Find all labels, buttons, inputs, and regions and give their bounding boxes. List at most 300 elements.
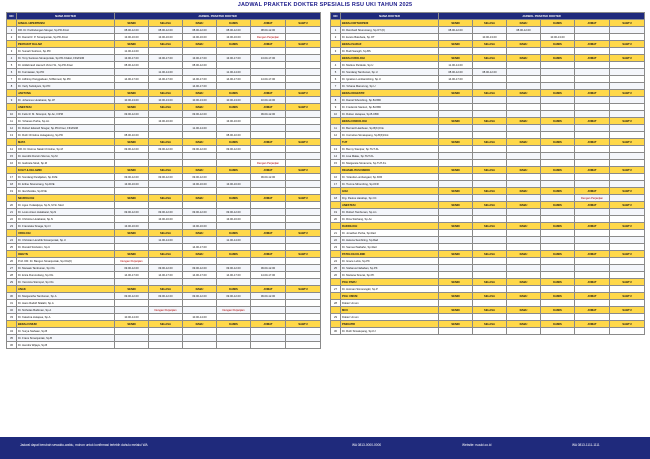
doctor-number: 25 bbox=[331, 265, 341, 272]
schedule-time bbox=[473, 48, 507, 55]
doctor-row bbox=[331, 69, 645, 76]
schedule-time bbox=[286, 48, 321, 55]
doctor-number: 24 bbox=[331, 258, 341, 265]
schedule-time: 14.00-17.00 bbox=[115, 272, 149, 279]
day-label: SABTU bbox=[286, 195, 321, 202]
doctor-name: Dr. Yolanda Lumbangaol, Sp.KFR bbox=[341, 174, 439, 181]
schedule-time bbox=[473, 216, 507, 223]
schedule-time bbox=[183, 279, 217, 286]
department-row bbox=[331, 188, 645, 195]
schedule-time bbox=[251, 48, 286, 55]
doctor-number: 8 bbox=[331, 97, 341, 104]
doctor-number: 26 bbox=[7, 258, 17, 265]
schedule-time bbox=[473, 230, 507, 237]
doctor-row bbox=[7, 314, 321, 321]
schedule-time: 09.00-12.00 bbox=[217, 209, 251, 216]
schedule-time bbox=[541, 132, 575, 139]
doctor-number: 17 bbox=[331, 181, 341, 188]
doctor-number: 21 bbox=[331, 230, 341, 237]
day-label: SENIN bbox=[115, 90, 149, 97]
schedule-time bbox=[575, 209, 610, 216]
day-label: SELASA bbox=[473, 188, 507, 195]
schedule-time bbox=[610, 244, 645, 251]
schedule-time bbox=[575, 69, 610, 76]
day-label: SABTU bbox=[286, 251, 321, 258]
schedule-time bbox=[507, 272, 541, 279]
schedule-time bbox=[610, 83, 645, 90]
schedule-time bbox=[439, 244, 473, 251]
doctor-row bbox=[331, 181, 645, 188]
doctor-name: Dr. Cornelius Simatupang, Sp.B(K)Onk bbox=[341, 132, 439, 139]
doctor-row bbox=[331, 230, 645, 237]
day-label: RABU bbox=[507, 55, 541, 62]
schedule-time bbox=[286, 279, 321, 286]
schedule-time: Dengan Perjanjian bbox=[575, 195, 610, 202]
department-name: ANESTESI bbox=[341, 202, 439, 209]
schedule-time bbox=[610, 97, 645, 104]
doctor-number: 15 bbox=[7, 153, 17, 160]
day-label: SELASA bbox=[149, 104, 183, 111]
department-name: BEDAH ONKOLOGI bbox=[341, 118, 439, 125]
day-label: SELASA bbox=[473, 321, 507, 328]
day-label: RABU bbox=[507, 279, 541, 286]
schedule-time bbox=[575, 111, 610, 118]
schedule-time bbox=[149, 111, 183, 118]
doctor-name: Dr. Sondang Tambunan, Sp.U bbox=[341, 69, 439, 76]
day-label: JUMAT bbox=[575, 251, 610, 258]
header-no: NO bbox=[331, 13, 341, 20]
department-spacer bbox=[7, 230, 17, 237]
department-name: REHABILITASI MEDIK bbox=[341, 167, 439, 174]
schedule-time bbox=[575, 83, 610, 90]
schedule-time bbox=[610, 328, 645, 335]
day-label: SENIN bbox=[439, 321, 473, 328]
doctor-number: 8 bbox=[7, 83, 17, 90]
day-label: SENIN bbox=[115, 41, 149, 48]
doctor-name: Dr. Christian Hendrik Simanjuntak, Sp.U bbox=[17, 237, 115, 244]
doctor-name: Dr. Markus Pardede, Sp.U bbox=[341, 62, 439, 69]
day-label: JUMAT bbox=[251, 195, 286, 202]
doctor-number: 36 bbox=[7, 342, 17, 349]
day-label: SABTU bbox=[610, 307, 645, 314]
day-label: SABTU bbox=[286, 167, 321, 174]
doctor-number: 19 bbox=[7, 188, 17, 195]
doctor-number: 29 bbox=[331, 314, 341, 321]
schedule-time bbox=[286, 146, 321, 153]
doctor-name: Dr. Erline Situmorang, Sp.DVE bbox=[17, 181, 115, 188]
schedule-time bbox=[507, 69, 541, 76]
schedule-time bbox=[183, 48, 217, 55]
department-row bbox=[7, 321, 321, 328]
day-label: KAMIS bbox=[217, 20, 251, 27]
schedule-time bbox=[439, 146, 473, 153]
day-label: SABTU bbox=[286, 90, 321, 97]
header-doctor-name: NAMA DOKTER bbox=[17, 13, 115, 20]
schedule-time bbox=[251, 279, 286, 286]
schedule-time bbox=[541, 314, 575, 321]
schedule-time bbox=[541, 83, 575, 90]
doctor-row bbox=[331, 27, 645, 34]
schedule-time: 08.00-12.00 bbox=[473, 69, 507, 76]
schedule-time bbox=[541, 237, 575, 244]
schedule-time bbox=[286, 76, 321, 83]
doctor-row bbox=[331, 160, 645, 167]
doctor-number: 25 bbox=[7, 244, 17, 251]
doctor-row bbox=[331, 111, 645, 118]
schedule-time bbox=[473, 244, 507, 251]
doctor-name: Dr. Gabriela Sirait, Sp.M bbox=[17, 160, 115, 167]
doctor-number: 21 bbox=[7, 209, 17, 216]
doctor-number: 2 bbox=[7, 34, 17, 41]
day-label: SELASA bbox=[473, 307, 507, 314]
schedule-time bbox=[286, 153, 321, 160]
doctor-number: 11 bbox=[331, 125, 341, 132]
day-label: JUMAT bbox=[575, 293, 610, 300]
schedule-time bbox=[610, 160, 645, 167]
schedule-time: Dengan Perjanjian bbox=[251, 160, 286, 167]
schedule-time bbox=[286, 34, 321, 41]
schedule-time bbox=[507, 104, 541, 111]
schedule-time bbox=[251, 307, 286, 314]
department-name: PENYAKIT DALAM bbox=[17, 41, 115, 48]
day-label: JUMAT bbox=[251, 20, 286, 27]
doctor-name: Dr. Louis Arsen Hutabarat, Sp.N bbox=[17, 209, 115, 216]
doctor-row bbox=[331, 125, 645, 132]
day-label: KAMIS bbox=[217, 139, 251, 146]
schedule-time bbox=[286, 328, 321, 335]
schedule-time: 13.00-16.00 bbox=[149, 34, 183, 41]
department-spacer bbox=[7, 90, 17, 97]
schedule-time bbox=[183, 300, 217, 307]
day-label: JUMAT bbox=[575, 223, 610, 230]
schedule-time bbox=[251, 328, 286, 335]
schedule-time: 09.00-12.00 bbox=[251, 265, 286, 272]
schedule-time bbox=[183, 132, 217, 139]
doctor-number: 20 bbox=[7, 202, 17, 209]
day-label: SELASA bbox=[473, 202, 507, 209]
department-spacer bbox=[331, 279, 341, 286]
department-spacer bbox=[7, 286, 17, 293]
schedule-time bbox=[251, 181, 286, 188]
schedule-time bbox=[541, 300, 575, 307]
department-spacer bbox=[331, 321, 341, 328]
schedule-time bbox=[610, 195, 645, 202]
schedule-time: 09.00-12.00 bbox=[251, 174, 286, 181]
schedule-time: 14.00-17.00 bbox=[439, 76, 473, 83]
schedule-time: 09.00-12.00 bbox=[149, 265, 183, 272]
day-label: SABTU bbox=[610, 188, 645, 195]
schedule-time bbox=[149, 125, 183, 132]
doctor-row bbox=[7, 188, 321, 195]
doctor-name: Dr. Jonathan Purba, Sp.Rad bbox=[341, 230, 439, 237]
day-label: KAMIS bbox=[217, 104, 251, 111]
schedule-time bbox=[149, 223, 183, 230]
doctor-row bbox=[331, 244, 645, 251]
schedule-time bbox=[575, 328, 610, 335]
schedule-time bbox=[541, 69, 575, 76]
doctor-number: 14 bbox=[7, 146, 17, 153]
schedule-time bbox=[610, 300, 645, 307]
doctor-name: Dr. Surya Siahaan, Sp.B bbox=[17, 328, 115, 335]
day-label: RABU bbox=[507, 139, 541, 146]
header-schedule: JADWAL PRAKTEK DOKTER bbox=[115, 13, 321, 20]
doctor-number: 1 bbox=[331, 27, 341, 34]
schedule-time: 09.00-12.00 bbox=[183, 174, 217, 181]
schedule-time bbox=[286, 314, 321, 321]
schedule-time: 09.00-12.00 bbox=[251, 111, 286, 118]
department-spacer bbox=[7, 20, 17, 27]
doctor-row bbox=[331, 83, 645, 90]
day-label: SENIN bbox=[115, 20, 149, 27]
schedule-time bbox=[217, 342, 251, 349]
doctor-number: 7 bbox=[7, 76, 17, 83]
day-label: SABTU bbox=[286, 321, 321, 328]
day-label: JUMAT bbox=[251, 167, 286, 174]
schedule-time bbox=[473, 258, 507, 265]
schedule-time bbox=[286, 265, 321, 272]
schedule-time bbox=[149, 202, 183, 209]
doctor-number: 30 bbox=[331, 328, 341, 335]
doctor-row bbox=[7, 62, 321, 69]
doctor-name: Dr. Robert Edward Siregar, Sp.PD-KGer, FINASIM bbox=[17, 125, 115, 132]
doctor-name: Dr. Hendra Wijaya, Sp.B bbox=[17, 342, 115, 349]
schedule-time bbox=[575, 237, 610, 244]
schedule-time bbox=[115, 118, 149, 125]
department-name: BEDAH DIGESTIF bbox=[341, 90, 439, 97]
schedule-time: 08.00-12.00 bbox=[507, 27, 541, 34]
schedule-time bbox=[610, 216, 645, 223]
doctor-number: 23 bbox=[331, 244, 341, 251]
doctor-row bbox=[331, 76, 645, 83]
day-label: SENIN bbox=[439, 251, 473, 258]
left-schedule-table bbox=[6, 12, 320, 349]
department-row bbox=[331, 20, 645, 27]
schedule-time bbox=[541, 125, 575, 132]
doctor-row bbox=[331, 209, 645, 216]
doctor-number: 18 bbox=[7, 181, 17, 188]
schedule-time: 08.00-12.00 bbox=[439, 27, 473, 34]
doctor-row bbox=[7, 181, 321, 188]
schedule-time bbox=[115, 153, 149, 160]
schedule-time bbox=[286, 125, 321, 132]
day-label: SENIN bbox=[439, 41, 473, 48]
doctor-number: 19 bbox=[331, 209, 341, 216]
doctor-row bbox=[331, 265, 645, 272]
department-name: POLI UMUM bbox=[341, 293, 439, 300]
schedule-time bbox=[149, 335, 183, 342]
schedule-time: 08.00-12.00 bbox=[217, 27, 251, 34]
doctor-row bbox=[331, 132, 645, 139]
doctor-row bbox=[7, 258, 321, 265]
footer-whatsapp-2: WA 0813-1111-1111 bbox=[572, 443, 600, 447]
doctor-row bbox=[331, 314, 645, 321]
day-label: RABU bbox=[183, 167, 217, 174]
schedule-time bbox=[183, 69, 217, 76]
department-row bbox=[331, 321, 645, 328]
day-label: RABU bbox=[507, 167, 541, 174]
schedule-time bbox=[439, 258, 473, 265]
doctor-name: Dr. Ronald Simbolon, Sp.U bbox=[17, 244, 115, 251]
footer-website: Website: rsuuki.co.id bbox=[462, 443, 492, 447]
schedule-time: 08.00-12.00 bbox=[251, 27, 286, 34]
schedule-time bbox=[610, 209, 645, 216]
schedule-time bbox=[541, 286, 575, 293]
schedule-time bbox=[217, 279, 251, 286]
doctor-row bbox=[331, 34, 645, 41]
schedule-time bbox=[473, 181, 507, 188]
schedule-time: 11.00-14.00 bbox=[183, 125, 217, 132]
schedule-time: Dengan Perjanjian bbox=[115, 258, 149, 265]
department-row bbox=[7, 90, 321, 97]
doctor-row bbox=[7, 293, 321, 300]
doctor-row bbox=[331, 237, 645, 244]
schedule-time bbox=[575, 125, 610, 132]
schedule-time bbox=[473, 195, 507, 202]
day-label: RABU bbox=[507, 223, 541, 230]
schedule-time bbox=[610, 265, 645, 272]
department-name: BEDAH UMUM bbox=[17, 321, 115, 328]
schedule-time bbox=[149, 153, 183, 160]
doctor-row bbox=[7, 118, 321, 125]
schedule-time bbox=[473, 111, 507, 118]
department-row bbox=[331, 202, 645, 209]
schedule-time bbox=[610, 146, 645, 153]
schedule-time bbox=[183, 258, 217, 265]
schedule-time bbox=[473, 300, 507, 307]
doctor-name: Dr. Christine Hutabarat, Sp.N bbox=[17, 216, 115, 223]
doctor-name: DR. Dr. Reinne Natali Christine, Sp.M bbox=[17, 146, 115, 153]
doctor-number: 22 bbox=[331, 237, 341, 244]
doctor-number: 6 bbox=[7, 69, 17, 76]
day-label: SENIN bbox=[439, 167, 473, 174]
schedule-time bbox=[286, 111, 321, 118]
day-label: SENIN bbox=[439, 188, 473, 195]
doctor-row bbox=[7, 216, 321, 223]
footer-whatsapp-1: WA 0813-0000-0000 bbox=[352, 443, 382, 447]
schedule-time bbox=[541, 76, 575, 83]
department-spacer bbox=[7, 321, 17, 328]
schedule-time bbox=[610, 314, 645, 321]
schedule-time bbox=[286, 69, 321, 76]
schedule-time bbox=[610, 174, 645, 181]
doctor-name: Dr. Sondang Pandjaitan, Sp.DVE bbox=[17, 174, 115, 181]
schedule-time bbox=[575, 272, 610, 279]
department-name: NEUROLOGI bbox=[17, 195, 115, 202]
day-label: JUMAT bbox=[251, 321, 286, 328]
doctor-name: Dr. Katarina Hutapea, Sp.A bbox=[17, 314, 115, 321]
day-label: SELASA bbox=[149, 321, 183, 328]
day-label: SENIN bbox=[115, 251, 149, 258]
schedule-time bbox=[575, 153, 610, 160]
schedule-time bbox=[286, 335, 321, 342]
doctor-name: Dr. Adhinoy Panggabean, M.Biomed, Sp.PD bbox=[17, 76, 115, 83]
schedule-time bbox=[286, 118, 321, 125]
schedule-time bbox=[149, 188, 183, 195]
schedule-time bbox=[286, 181, 321, 188]
schedule-time: 13.00-16.00 bbox=[183, 181, 217, 188]
department-row bbox=[331, 41, 645, 48]
schedule-time bbox=[439, 97, 473, 104]
schedule-time bbox=[286, 293, 321, 300]
doctor-row bbox=[331, 272, 645, 279]
schedule-time bbox=[251, 209, 286, 216]
doctor-number: 33 bbox=[7, 314, 17, 321]
schedule-time bbox=[541, 174, 575, 181]
doctor-row bbox=[7, 97, 321, 104]
schedule-time bbox=[473, 328, 507, 335]
doctor-name: Dr. Rina Sitohang, Sp.An bbox=[341, 216, 439, 223]
doctor-number: 12 bbox=[331, 132, 341, 139]
doctor-row bbox=[7, 55, 321, 62]
department-row bbox=[7, 286, 321, 293]
doctor-number: 31 bbox=[7, 300, 17, 307]
department-spacer bbox=[7, 167, 17, 174]
day-label: SELASA bbox=[473, 20, 507, 27]
schedule-time bbox=[149, 328, 183, 335]
doctor-row bbox=[7, 244, 321, 251]
doctor-number: 5 bbox=[7, 62, 17, 69]
department-name: BEDAH SARAF bbox=[341, 41, 439, 48]
day-label: SABTU bbox=[286, 41, 321, 48]
day-label: KAMIS bbox=[541, 321, 575, 328]
doctor-row bbox=[7, 307, 321, 314]
schedule-time bbox=[286, 258, 321, 265]
day-label: SABTU bbox=[610, 20, 645, 27]
doctor-row bbox=[7, 132, 321, 139]
schedule-time: 08.00-10.00 bbox=[217, 132, 251, 139]
schedule-time: 14.00-17.00 bbox=[251, 76, 286, 83]
doctor-row bbox=[331, 216, 645, 223]
doctor-number: 32 bbox=[7, 307, 17, 314]
schedule-time: 08.00-12.00 bbox=[439, 69, 473, 76]
department-spacer bbox=[331, 188, 341, 195]
schedule-time: 14.00-17.00 bbox=[183, 244, 217, 251]
schedule-time bbox=[541, 265, 575, 272]
day-label: SENIN bbox=[115, 167, 149, 174]
day-label: RABU bbox=[183, 90, 217, 97]
schedule-time bbox=[251, 153, 286, 160]
schedule-time: 09.00-12.00 bbox=[115, 146, 149, 153]
doctor-row bbox=[7, 34, 321, 41]
schedule-time: 09.00-12.00 bbox=[115, 209, 149, 216]
schedule-time bbox=[286, 244, 321, 251]
day-label: SENIN bbox=[439, 20, 473, 27]
doctor-number: 10 bbox=[331, 111, 341, 118]
schedule-time bbox=[507, 237, 541, 244]
schedule-time: 09.00-12.00 bbox=[217, 146, 251, 153]
day-label: KAMIS bbox=[541, 251, 575, 258]
day-label: KAMIS bbox=[541, 188, 575, 195]
schedule-time: 08.00-12.00 bbox=[149, 27, 183, 34]
doctor-row bbox=[7, 69, 321, 76]
schedule-time bbox=[217, 83, 251, 90]
schedule-time: 09.00-12.00 bbox=[251, 293, 286, 300]
schedule-time bbox=[575, 258, 610, 265]
doctor-number: 5 bbox=[331, 69, 341, 76]
schedule-time bbox=[217, 188, 251, 195]
doctor-row bbox=[331, 48, 645, 55]
schedule-time: 14.00-17.00 bbox=[149, 272, 183, 279]
schedule-time bbox=[286, 342, 321, 349]
schedule-time: 13.00-16.00 bbox=[115, 223, 149, 230]
schedule-time bbox=[286, 160, 321, 167]
schedule-time bbox=[217, 174, 251, 181]
day-label: SABTU bbox=[286, 230, 321, 237]
department-name: BEDAH ORTHOPEDI bbox=[341, 20, 439, 27]
department-spacer bbox=[331, 20, 341, 27]
schedule-time bbox=[541, 97, 575, 104]
schedule-time bbox=[286, 202, 321, 209]
